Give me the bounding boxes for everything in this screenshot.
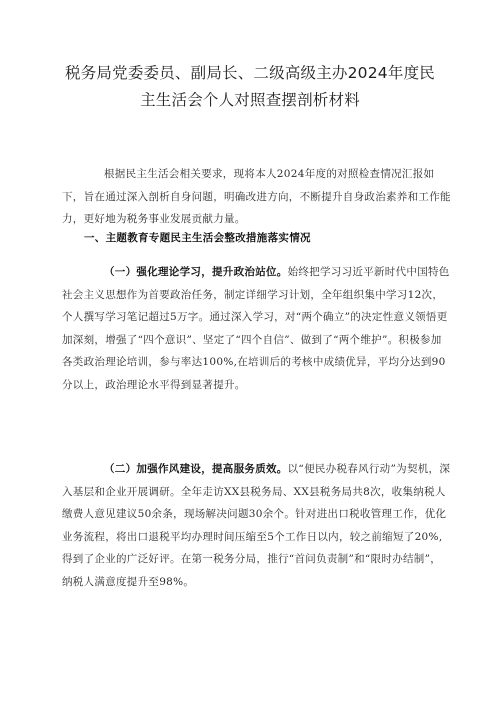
subsection-1-body: 始终把学习习近平新时代中国特色社会主义思想作为首要政治任务，制定详细学习计划，全年组织集中学习12次，个人撰写学习笔记超过5万字。通过深入学习，对“两个确立”的决定性意义领悟更加深刻，增强了“四个意识”、坚定了“四个自信”、做到了“两个维护”。积极参加各类政治理论培训，参与率达100%,在培训后的考核中成绩优异，平均分达到90分以上，政治理论水平得到显著提升。 <box>62 266 450 391</box>
subsection-2-body: 以“便民办税春风行动”为契机，深入基层和企业开展调研。全年走访XX县税务局、XX县税务局共8次，收集纳税人缴费人意见建议50余条，现场解决问题30余个。针对进出口税收管理工作，优化业务流程，将出口退税平均办理时间压缩至5个工作日以内，较之前缩短了20%,得到了企业的广泛好评。在第一税务分局，推行“首问负责制”和“限时办结制”， <box>62 463 451 565</box>
subsection-2-tail: 纳税人满意度提升至98%。 <box>62 575 195 588</box>
subsection-2-paragraph <box>62 458 452 593</box>
subsection-1-lead: （一）强化理论学习，提升政治站位。 <box>104 266 288 278</box>
section-1-heading: 一、主题教育专题民主生活会整改措施落实情况 <box>84 232 311 244</box>
document-title-line-1: 税务局党委委员、副局长、二级高级主办2024年度民 <box>65 64 435 82</box>
intro-text: 根据民主生活会相关要求，现将本人2024年度的对照检查情况汇报如下，旨在通过深入剖析自身问题，明确改进方向，不断提升自身政治素养和工作能力，更好地为税务事业发展贡献力量。 <box>62 168 451 225</box>
intro-paragraph <box>62 163 452 231</box>
document-title-line-2: 主生活会个人对照查摆剖析材料 <box>140 91 360 109</box>
subsection-1-paragraph <box>62 261 452 396</box>
subsection-2-lead: （二）加强作风建设，提高服务质效。 <box>104 463 288 475</box>
